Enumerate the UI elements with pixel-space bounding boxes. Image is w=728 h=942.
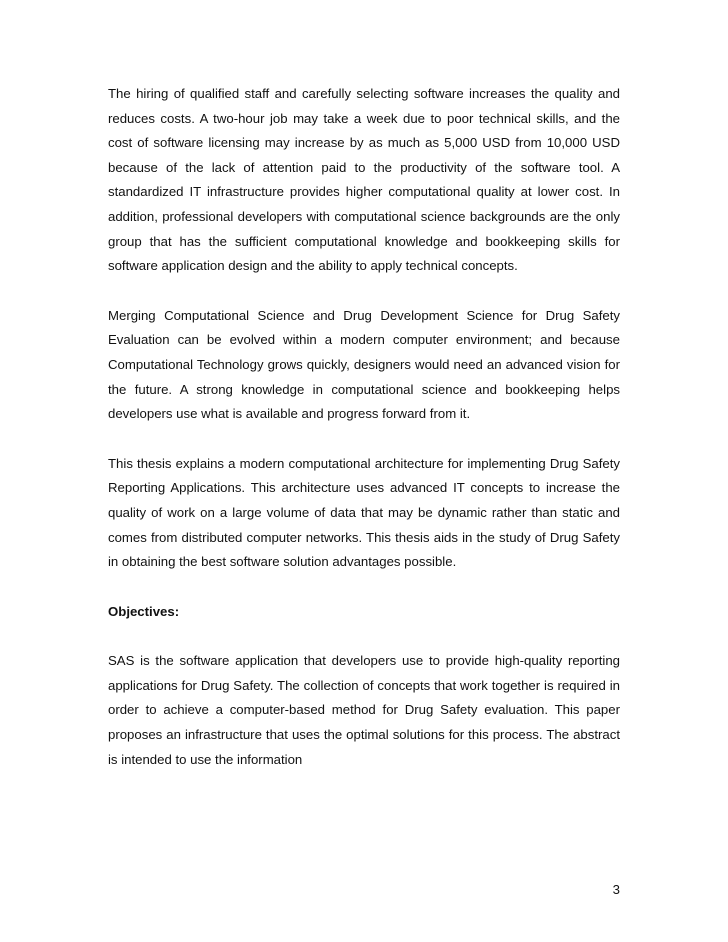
page-number: 3 [612,882,620,897]
document-body [108,82,620,797]
objectives-heading: Objectives: [108,603,180,619]
paragraph-merging-sciences: Merging Computational Science and Drug Development Science for Drug Safety Evaluation can be evolved within a modern computer environment; and because Computational Technology grows quickly, designers would need an advanced vision for the future. A strong knowledge in computational science and bookkeeping helps developers use what is available and progress forward from it. [108,307,620,422]
paragraph-hiring-qualified-staff: The hiring of qualified staff and carefully selecting software increases the quality and reduces costs. A two-hour job may take a week due to poor technical skills, and the cost of software licensing may increase by as much as 5,000 USD from 10,000 USD because of the lack of attention paid to the productivity of the software tool. A standardized IT infrastructure provides higher computational quality at lower cost. In addition, professional developers with computational science backgrounds are the only group that has the sufficient computational knowledge and bookkeeping skills for software application design and the ability to apply technical concepts. [108,86,620,274]
paragraph-thesis-architecture: This thesis explains a modern computational architecture for implementing Drug Safety Reporting Applications. This architecture uses advanced IT concepts to increase the quality of work on a large volume of data that may be dynamic rather than static and comes from distributed computer networks. This thesis aids in the study of Drug Safety in obtaining the best software solution advantages possible. [108,455,620,570]
paragraph-objectives: SAS is the software application that developers use to provide high-quality reporting applications for Drug Safety. The collection of concepts that work together is required in order to achieve a computer-based method for Drug Safety evaluation. This paper proposes an infrastructure that uses the optimal solutions for this process. The abstract is intended to use the information [108,653,620,767]
